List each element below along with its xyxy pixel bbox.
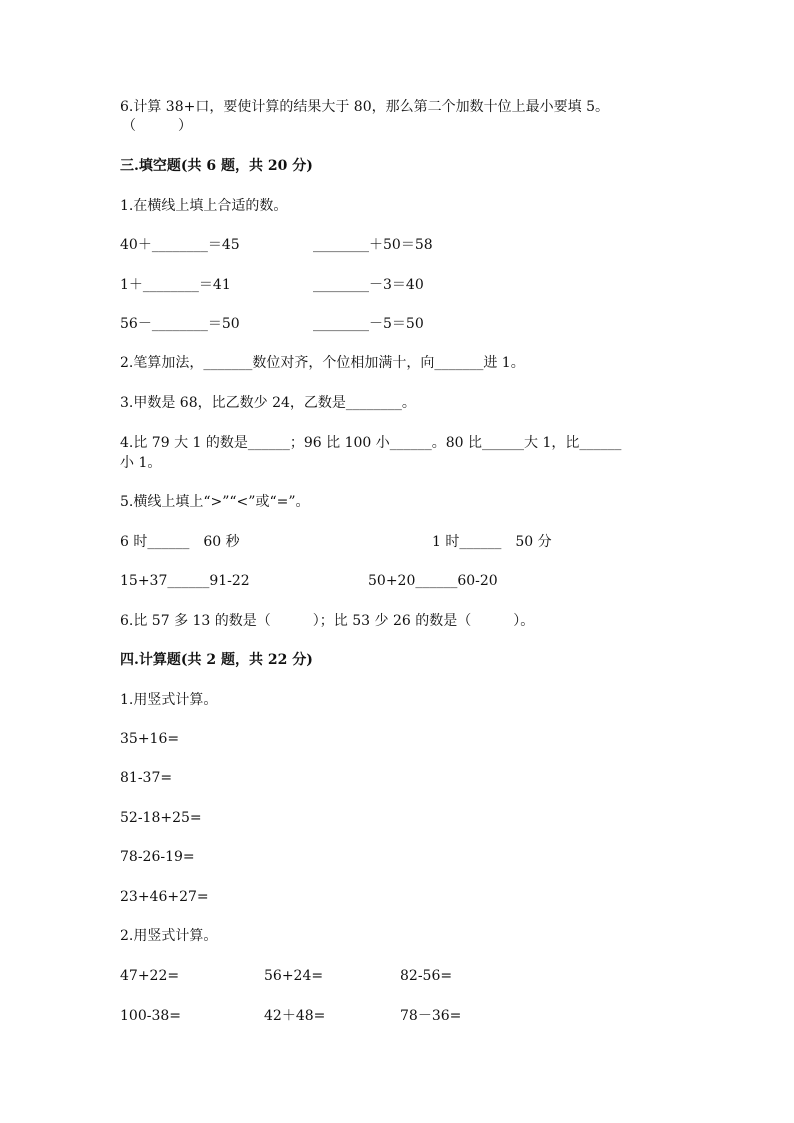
fill-q1-prompt: 1.在横线上填上合适的数。 [120,198,288,214]
section-4-title: 四.计算题(共 2 题，共 22 分) [120,652,313,668]
fill-q1-blank-1: 40＋________＝45 [120,237,240,253]
calc-q1-item: 81-37= [120,770,173,786]
fill-q5-prompt: 5.横线上填上“>”“<”或“=”。 [120,494,310,510]
fill-q4-line-2: 小 1。 [120,455,162,471]
fill-q3: 3.甲数是 68，比乙数少 24，乙数是________。 [120,395,416,411]
calc-q2-item: 42＋48= [264,1008,326,1024]
fill-q1-blank-2: ________＋50＝58 [313,237,433,253]
judge-q6-text: 6.计算 38+口，要使计算的结果大于 80，那么第二个加数十位上最小要填 5。 [120,99,609,115]
calc-q1-item: 52-18+25= [120,810,202,826]
calc-q2-item: 56+24= [264,968,324,984]
fill-q2: 2.笔算加法，_______数位对齐，个位相加满十，向_______进 1。 [120,355,525,371]
calc-q2-item: 100-38= [120,1008,181,1024]
calc-q2-prompt: 2.用竖式计算。 [120,928,218,944]
calc-q1-prompt: 1.用竖式计算。 [120,692,218,708]
fill-q4-line-1: 4.比 79 大 1 的数是______；96 比 100 小______。80 比______大 1，比______ [120,435,622,451]
judge-q6-answer-paren: （ ） [122,118,192,134]
calc-q2-item: 47+22= [120,968,180,984]
fill-q5-item-1: 6 时______ 60 秒 [120,534,240,550]
calc-q2-item: 78－36= [400,1008,462,1024]
fill-q1-blank-3: 1＋________＝41 [120,277,231,293]
calc-q1-item: 35+16= [120,731,180,747]
calc-q2-item: 82-56= [400,968,453,984]
fill-q6: 6.比 57 多 13 的数是（ ）；比 53 少 26 的数是（ ）。 [120,613,535,629]
section-3-title: 三.填空题(共 6 题，共 20 分) [120,158,313,174]
fill-q1-blank-4: ________－3＝40 [313,277,424,293]
fill-q5-item-4: 50+20______60-20 [368,573,498,589]
calc-q1-item: 78-26-19= [120,849,195,865]
calc-q1-item: 23+46+27= [120,889,209,905]
fill-q1-blank-5: 56－________＝50 [120,316,240,332]
fill-q1-blank-6: ________－5＝50 [313,316,424,332]
fill-q5-item-2: 1 时______ 50 分 [432,534,552,550]
fill-q5-item-3: 15+37______91-22 [120,573,250,589]
